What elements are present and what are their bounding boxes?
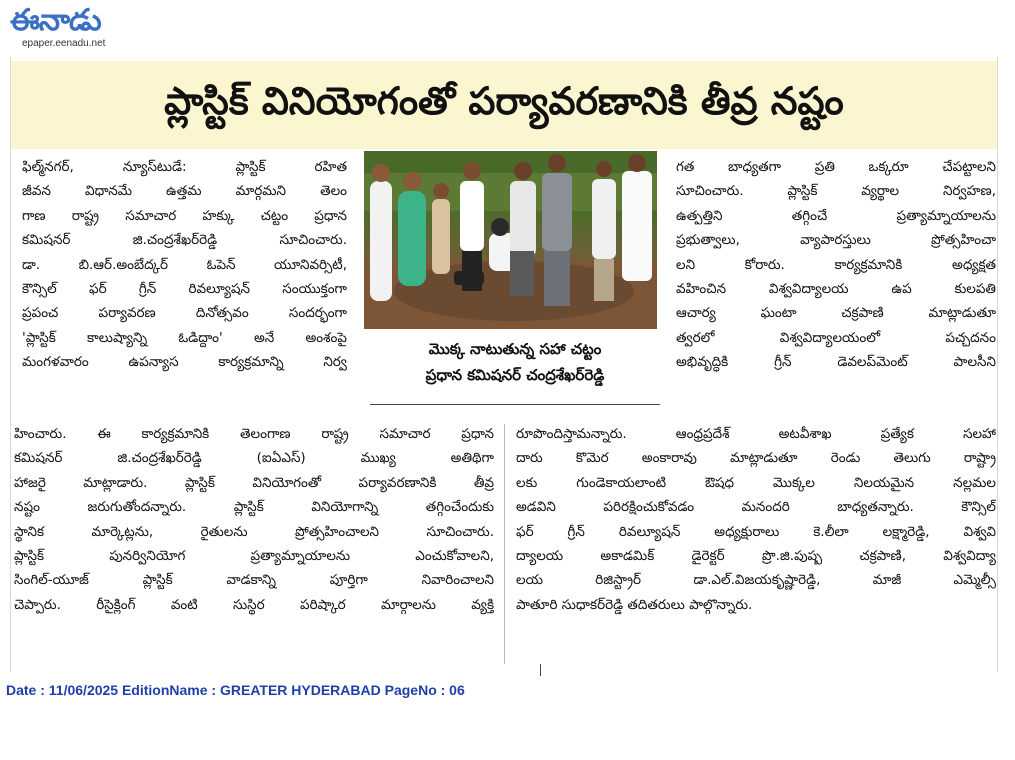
- article-text-line: హించారు. ఈ కార్యక్రమానికి తెలంగాణ రాష్ట్ర సమాచార ప్రధాన: [14, 426, 494, 442]
- article-text-line: సింగిల్-యూజ్ ప్లాస్టిక్ వాడకాన్ని పూర్తిగా నివారించాలని: [14, 572, 494, 589]
- article-text-line: వహించిన విశ్వవిద్యాలయ ఉప కులపతి: [676, 280, 996, 297]
- photo-caption-line2: ప్రధాన కమిషనర్ చంద్రశేఖర్‌రెడ్డి: [425, 366, 605, 384]
- article-text-line: చెప్పారు. రీసైక్లింగ్ వంటి సుస్థిర పరిష్కార మార్గాలను వ్యక్తి: [14, 596, 494, 613]
- article-column-right-top: [676, 155, 996, 375]
- article-text-line: లకు గుండెకాయలాంటి ఔషధ మొక్కల నిలయమైన నల్లమల: [516, 474, 996, 491]
- article-text-line: గాణ రాష్ట్ర సమాచార హక్కు చట్టం ప్రధాన: [22, 207, 347, 224]
- column-divider-tick: [540, 664, 541, 676]
- article-text-line: కమిషనర్ జి.చంద్రశేఖర్‌రెడ్డి (ఐఏఎస్) ముఖ్య అతిథిగా: [14, 450, 494, 467]
- article-text-line: కమిషనర్ జి.చంద్రశేఖర్‌రెడ్డి సూచించారు.: [22, 232, 347, 249]
- article-text-line: లని కోరారు. కార్యక్రమానికి అధ్యక్షత: [676, 256, 996, 273]
- article-photo: [364, 151, 657, 329]
- article-text-line: ద్యాలయ అకాడమిక్ డైరెక్టర్ ప్రొ.జి.పుష్ప చక్రపాణి, విశ్వవిద్యా: [516, 547, 996, 564]
- article-text-line: అభివృద్ధికి గ్రీన్ డెవలప్‌మెంట్ పాలసీని: [676, 354, 996, 371]
- masthead: [10, 4, 140, 52]
- article-text-line: పాతూరి సుధాకర్‌రెడ్డి తదితరులు పాల్గొన్నారు.: [516, 596, 753, 613]
- article-text-line: ఫిల్మ్‌నగర్, న్యూస్‌టుడే: ప్లాస్టిక్ రహిత: [22, 159, 347, 175]
- article-text-line: సూచించారు. ప్లాస్టిక్ వ్యర్థాల నిర్వహణ,: [676, 183, 996, 200]
- article-column-right-bottom: [516, 422, 996, 617]
- article-text-line: లయ రిజిస్ట్రార్ డా.ఎల్.విజయకృష్ణారెడ్డి, మాజీ ఎమ్మెల్సీ: [516, 572, 996, 589]
- article-text-line: జీవన విధానమే ఉత్తమ మార్గమని తెలం: [22, 183, 347, 200]
- article-text-line: రూపొందిస్తామన్నారు. ఆంధ్రప్రదేశ్ అటవీశాఖ ప్రత్యేక సలహా: [516, 426, 996, 442]
- article-text-line: స్థానిక మార్కెట్లను, రైతులను ప్రోత్సహించాలని సూచించారు.: [14, 523, 494, 540]
- article-text-line: గత బాధ్యతగా ప్రతి ఒక్కరూ చేపట్టాలని: [676, 159, 996, 175]
- article-column-left-top: [22, 155, 347, 375]
- article-text-line: 'ప్లాస్టిక్ కాలుష్యాన్ని ఓడిద్దాం' అనే అంశంపై: [22, 329, 347, 346]
- article-text-line: ఆచార్య ఘంటా చక్రపాణి మాట్లాడుతూ: [676, 305, 996, 322]
- article-text-line: డా. బి.ఆర్.అంబేద్కర్ ఓపెన్ యూనివర్సిటీ,: [22, 256, 347, 273]
- photo-illustration: [364, 151, 657, 329]
- article-text-line: ఉత్పత్తిని తగ్గించే ప్రత్యామ్నాయాలను: [676, 207, 996, 224]
- article-text-line: ప్లాస్టిక్ పునర్వినియోగ ప్రత్యామ్నాయాలను ఎంచుకోవాలని,: [14, 547, 494, 564]
- article-headline: ప్లాస్టిక్ వినియోగంతో పర్యావరణానికి తీవ్ర నష్టం: [164, 79, 844, 123]
- article-text-line: హాజరై మాట్లాడారు. ప్లాస్టిక్ వినియోగంతో పర్యావరణానికి తీవ్ర: [14, 474, 494, 491]
- article-text-line: దారు కొమెర అంకారావు మాట్లాడుతూ రెండు తెలుగు రాష్ట్రా: [516, 450, 996, 467]
- column-divider: [504, 424, 505, 664]
- edition-info: Date : 11/06/2025 EditionName : GREATER HYDERABAD PageNo : 06: [6, 682, 465, 698]
- article-column-left-bottom: [14, 422, 494, 617]
- article-text-line: ప్రభుత్వాలు, వ్యాపారస్తులు ప్రోత్సహించా: [676, 232, 996, 249]
- article-text-line: నష్టం జరుగుతోందన్నారు. ప్లాస్టిక్ వినియోగాన్ని తగ్గించేందుకు: [14, 499, 494, 516]
- eenadu-logo[interactable]: ఈనాడు: [10, 3, 101, 38]
- photo-caption-line1: మొక్క నాటుతున్న సహా చట్టం: [428, 340, 602, 358]
- caption-divider: [370, 404, 660, 405]
- article-text-line: అడవిని పరిరక్షించుకోవడం మనందరి బాధ్యతన్నారు. కౌన్సిల్: [516, 499, 996, 516]
- article-text-line: మంగళవారం ఉపన్యాస కార్యక్రమాన్ని నిర్వ: [22, 354, 347, 371]
- article-text-line: ప్రపంచ పర్యావరణ దినోత్సవం సందర్భంగా: [22, 305, 347, 322]
- article-text-line: ఫర్ గ్రీన్ రివల్యూషన్ అధ్యక్షురాలు కె.లీలా లక్ష్మారెడ్డి, విశ్వవి: [516, 523, 996, 540]
- epaper-url[interactable]: epaper.eenadu.net: [22, 38, 106, 49]
- article-text-line: త్వరలో విశ్వవిద్యాలయంలో పచ్చదనం: [676, 329, 996, 346]
- article-text-line: కౌన్సిల్ ఫర్ గ్రీన్ రివల్యూషన్ సంయుక్తంగా: [22, 280, 347, 297]
- photo-caption: [370, 336, 660, 388]
